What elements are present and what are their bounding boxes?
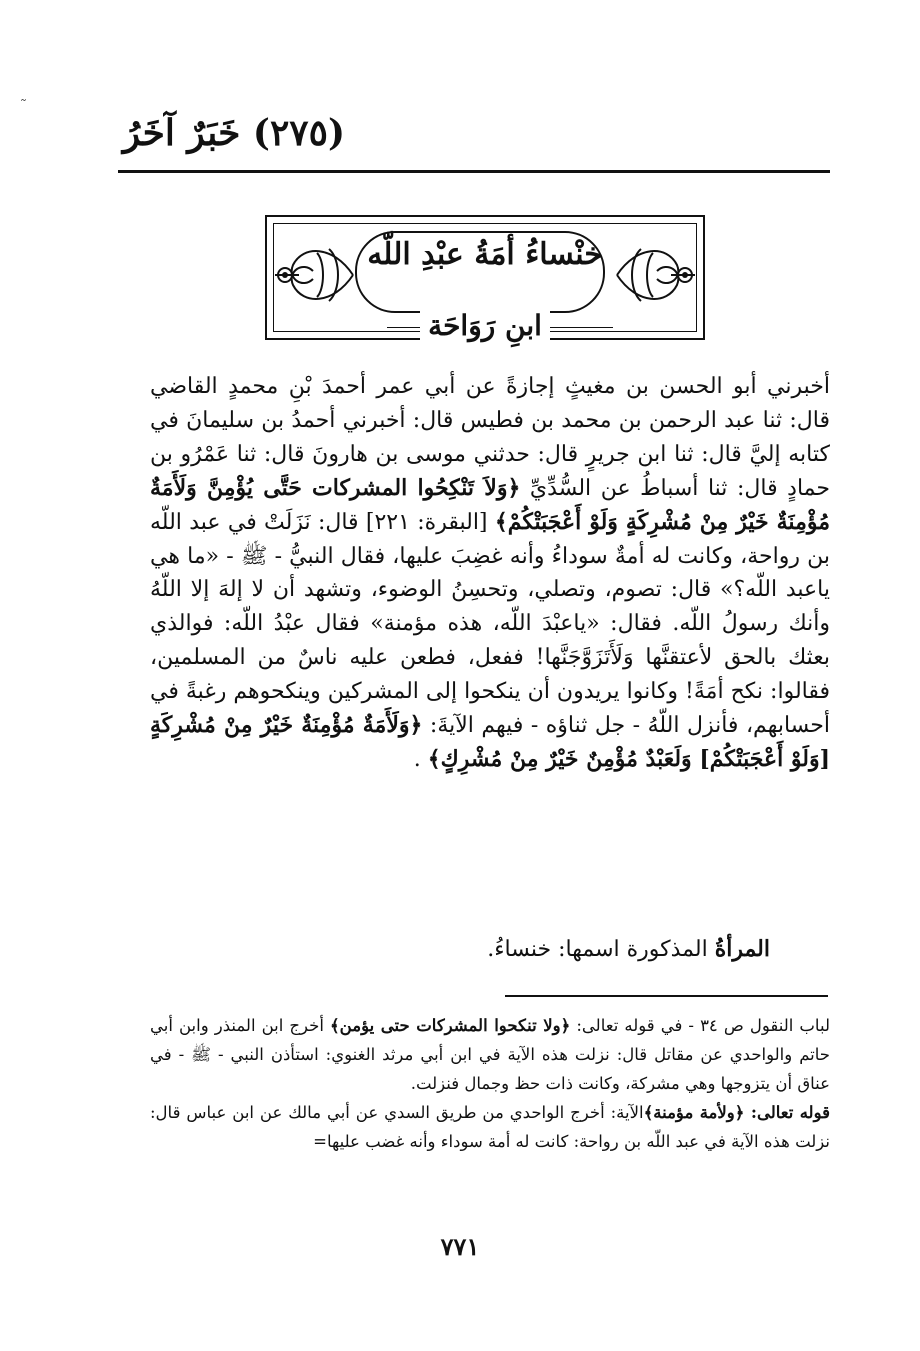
closing-line (170, 936, 770, 962)
footnote-rule (505, 995, 828, 997)
stray-mark: ˜ (20, 98, 27, 114)
title-ornament-frame (265, 215, 705, 340)
page-number: ٧٧١ (440, 1232, 480, 1261)
section-title: خنْساءُ أمَةُ عبْدِ اللّه (367, 237, 603, 272)
closing-text: المذكورة اسمها: خنساءُ. (487, 937, 715, 962)
footnote-quote: ﴿ولأمة مؤمنة﴾ (643, 1103, 745, 1122)
chapter-header: (٢٧٥) خَبَرٌ آخَرُ (122, 112, 345, 154)
body-paragraph (150, 370, 830, 777)
footnote-lead: قوله تعالى: (744, 1103, 830, 1122)
body-text-segment: أخبرني أبو الحسن بن مغيثٍ إجازةً عن أبي عمر أحمدَ بْنِ محمدٍ القاضي قال: ثنا عبد الرحمن بن محمد بن فطيس قال: أخبرني أحمدُ بن سليمانَ في كتابه إليَّ قال: ثنا ابن جريرٍ قال: حدثني موسى بن هارونَ قال: ثنا عَمْرُو بن حمادٍ قال: ثنا أسباطُ عن السُّدِّيِّ (150, 374, 830, 501)
footnote-quote: ﴿ولا تنكحوا المشركات حتى يؤمن﴾ (330, 1016, 571, 1035)
main-text (150, 370, 830, 777)
quran-quote: ﴿وَلاَ تَنْكِحُوا المشركات حَتَّى يُؤْمِنَّ وَلَأَمَةٌ مُؤْمِنَةٌ خَيْرٌ مِنْ مُشْرِكَةٍ وَلَوْ أَعْجَبَتْكُمْ﴾ (150, 474, 831, 535)
footnote-text: الآية: أخرج الواحدي من طريق السدي عن أبي مالك عن ابن عباس قال: نزلت هذه الآية في عبد اللّه بن رواحة: كانت له أمة سوداء وأنه غضب عليها= (150, 1103, 830, 1151)
closing-highlight: المرأةُ (714, 936, 770, 962)
body-text-segment: . (413, 746, 428, 772)
section-subtitle (267, 309, 703, 342)
header-rule (118, 170, 830, 173)
footnote-text: أخرج ابن المنذر وابن أبي حاتم والواحدي عن مقاتل قال: نزلت هذه الآية في ابن أبي مرثد الغنوي: استأذن النبي - ﷺ - في عناق أن يتزوجها وهي مشركة، وكانت ذات حظ وجمال فنزلت. (150, 1016, 830, 1093)
section-subtitle-text: ابنِ رَوَاحَة (420, 309, 550, 342)
body-text-segment: [البقرة: ٢٢١] قال: نَزَلَتْ في عبد اللّه بن رواحة، وكانت له أمةٌ سوداءُ وأنه غضِبَ عليها، فقال النبيُّ - ﷺ - «ما هي ياعبد اللّه؟» قال: تصوم، وتصلي، وتحسِنُ الوضوء، وتشهد أن لا إلهَ إلا اللّهُ وأنك رسولُ اللّه. فقال: «ياعبْدَ اللّه، هذه مؤمنة» فقال عبْدُ اللّه: فوالذي بعثك بالحق لأعتقنَّها وَلَأَتَزَوَّجَنَّها! ففعل، فطعن عليه ناسٌ من المسلمين، فقالوا: نكح أمَةً! وكانوا يريدون أن ينكحوا إلى المشركين وينكحوهم رغبةً في أحسابهم، فأنزل اللّهُ - جل ثناؤه - فيهم الآيةَ: (150, 509, 830, 739)
quran-quote: ﴿وَلَأَمَةٌ مُؤْمِنَةٌ خَيْرٌ مِنْ مُشْرِكَةٍ [وَلَوْ أَعْجَبَتْكُمْ] وَلَعَبْدٌ مُؤْمِنٌ خَيْرٌ مِنْ مُشْرِكٍ﴾ (150, 712, 830, 772)
footnotes (150, 1011, 830, 1156)
footnote-text: لباب النقول ص ٣٤ - في قوله تعالى: (570, 1016, 830, 1035)
footnote (150, 1098, 830, 1156)
footnote (150, 1011, 830, 1098)
